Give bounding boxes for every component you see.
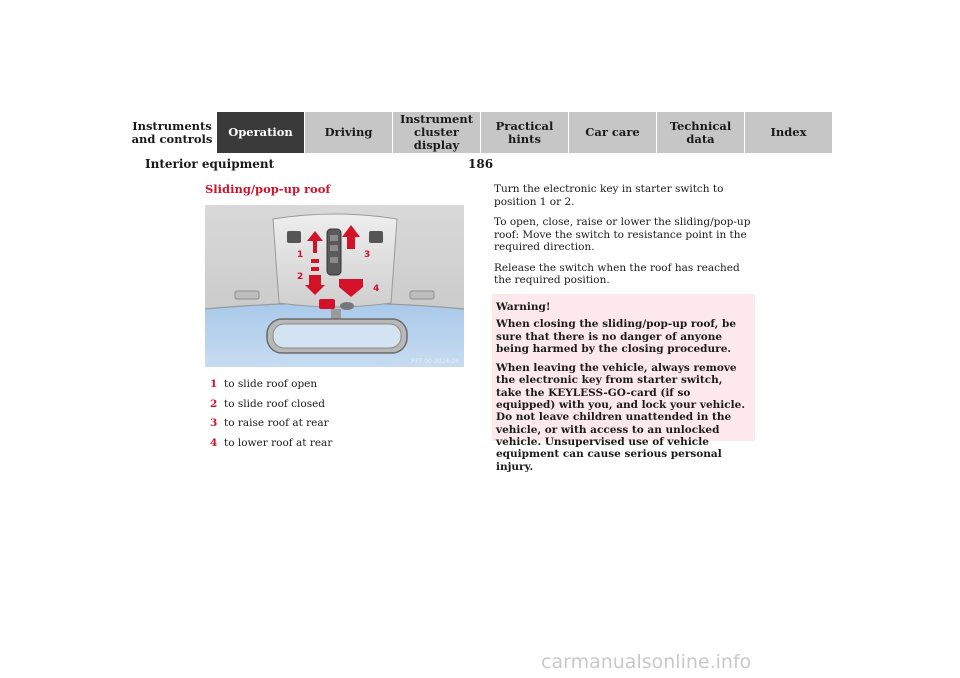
sliding-roof-switch-illustration bbox=[205, 205, 464, 367]
tab-label: Driving bbox=[324, 125, 373, 139]
page-heading: Sliding/pop-up roof bbox=[205, 182, 331, 196]
tab-instruments-and-controls[interactable] bbox=[128, 112, 217, 153]
tab-label: Instrument cluster display bbox=[399, 112, 474, 152]
callout-1: 1 bbox=[297, 250, 304, 260]
legend-text: to slide roof closed bbox=[224, 397, 326, 410]
list-item bbox=[210, 417, 332, 437]
tab-label: Index bbox=[770, 125, 807, 139]
callout-2: 2 bbox=[297, 272, 304, 282]
legend-number: 4 bbox=[210, 436, 218, 449]
paragraph: Release the switch when the roof has reached the required position. bbox=[494, 261, 740, 286]
list-item bbox=[210, 437, 332, 457]
tab-label: Car care bbox=[585, 125, 640, 139]
chapter-nav bbox=[128, 112, 832, 153]
paragraph: To open, close, raise or lower the sliding/pop-up roof: Move the switch to resistance point in the required direction. bbox=[494, 216, 751, 253]
tab-label: Practical hints bbox=[495, 118, 554, 146]
tab-car-care[interactable] bbox=[569, 112, 657, 153]
warning-box bbox=[492, 294, 755, 473]
warning-paragraph: When leaving the vehicle, always remove the electronic key from starter switch, take the KEYLESS-GO-card (if so equipped) with you, and lock your vehicle. Do not leave children unattended in the vehicle, or with access to an unlocked vehicle. Unsupervised use of vehicle equipment can cause serious personal injury. bbox=[496, 362, 745, 473]
tab-operation[interactable] bbox=[217, 112, 305, 153]
legend-number: 3 bbox=[210, 417, 218, 429]
tab-label: Technical data bbox=[669, 118, 732, 146]
tab-driving[interactable] bbox=[305, 112, 393, 153]
tab-index[interactable] bbox=[745, 112, 832, 153]
callout-4: 4 bbox=[373, 284, 380, 294]
legend-text: to slide roof open bbox=[224, 378, 318, 390]
paragraph: Turn the electronic key in starter switch to position 1 or 2. bbox=[494, 183, 724, 208]
tab-label: Instruments and controls bbox=[131, 118, 213, 146]
tab-practical-hints[interactable] bbox=[481, 112, 569, 153]
figure-legend bbox=[210, 378, 332, 456]
tab-technical-data[interactable] bbox=[657, 112, 745, 153]
list-item bbox=[210, 398, 332, 418]
warning-paragraph: When closing the sliding/pop-up roof, be sure that there is no danger of anyone being harmed by the closing procedure. bbox=[496, 318, 736, 355]
tab-label: Operation bbox=[228, 125, 293, 139]
legend-text: to lower roof at rear bbox=[224, 436, 333, 449]
warning-title: Warning! bbox=[496, 301, 551, 313]
figure-code: P77.00-2024-26 bbox=[411, 358, 460, 365]
watermark: carmanualsonline.info bbox=[541, 651, 752, 673]
page-number: 186 bbox=[468, 157, 494, 171]
list-item bbox=[210, 378, 332, 398]
legend-number: 1 bbox=[210, 378, 218, 390]
instructions bbox=[494, 183, 756, 295]
tab-instrument-cluster-display[interactable] bbox=[393, 112, 481, 153]
section-title: Interior equipment bbox=[145, 157, 275, 171]
legend-text: to raise roof at rear bbox=[224, 417, 329, 429]
legend-number: 2 bbox=[210, 397, 218, 410]
callout-3: 3 bbox=[364, 250, 371, 260]
